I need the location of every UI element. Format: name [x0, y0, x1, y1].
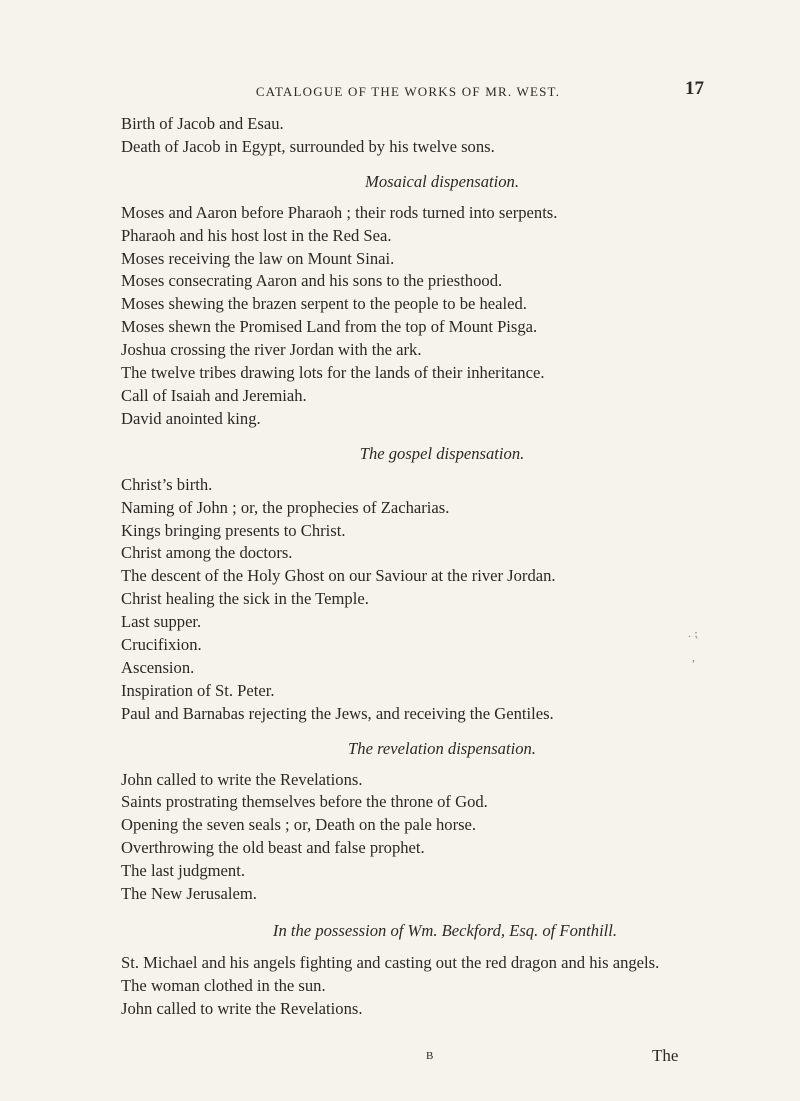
- catalogue-entry: Moses consecrating Aaron and his sons to the priesthood.: [121, 271, 503, 291]
- catalogue-entry: The New Jerusalem.: [121, 884, 257, 904]
- catalogue-entry: John called to write the Revelations.: [121, 998, 363, 1018]
- catalogue-entry: Call of Isaiah and Jeremiah.: [121, 385, 307, 405]
- catalogue-entry: John called to write the Revelations.: [121, 769, 363, 789]
- page-number: 17: [685, 78, 704, 99]
- catalogue-entry: Christ healing the sick in the Temple.: [121, 589, 369, 609]
- catalogue-entry: Saints prostrating themselves before the throne of God.: [121, 792, 488, 812]
- catalogue-entry: Death of Jacob in Egypt, surrounded by his twelve sons.: [121, 136, 495, 156]
- section-heading: The gospel dispensation.: [359, 443, 525, 463]
- catchword: The: [652, 1046, 679, 1065]
- catalogue-entry: Kings bringing presents to Christ.: [121, 520, 346, 540]
- catalogue-entry: Overthrowing the old beast and false prophet.: [121, 838, 425, 858]
- catalogue-entry: Opening the seven seals ; or, Death on the pale horse.: [121, 815, 477, 835]
- catalogue-entry: Inspiration of St. Peter.: [121, 680, 275, 700]
- signature-mark: B: [426, 1050, 435, 1062]
- catalogue-entry: St. Michael and his angels fighting and casting out the red dragon and his angels.: [121, 952, 660, 972]
- section-heading: The revelation dispensation.: [348, 738, 536, 758]
- catalogue-entry: Birth of Jacob and Esau.: [121, 114, 284, 133]
- catalogue-entry: Joshua crossing the river Jordan with the ark.: [121, 340, 422, 360]
- section-gospel: [121, 443, 721, 726]
- section-heading: In the possession of Wm. Beckford, Esq. of Fonthill.: [272, 921, 618, 940]
- catalogue-entry: Moses and Aaron before Pharaoh ; their rods turned into serpents.: [121, 202, 558, 222]
- catalogue-entry: The twelve tribes drawing lots for the lands of their inheritance.: [121, 363, 545, 383]
- intro-lines: [121, 113, 721, 159]
- catalogue-entry: Naming of John ; or, the prophecies of Zacharias.: [121, 497, 450, 517]
- catalogue-entry: The woman clothed in the sun.: [121, 975, 326, 995]
- section-revelation: [121, 738, 721, 906]
- catalogue-entry: Paul and Barnabas rejecting the Jews, and receiving the Gentiles.: [121, 703, 554, 723]
- catalogue-entry: Christ among the doctors.: [121, 543, 293, 563]
- margin-speck: . ⁏: [688, 626, 699, 640]
- running-title: CATALOGUE OF THE WORKS OF MR. WEST.: [255, 84, 561, 99]
- catalogue-entry: Moses shewn the Promised Land from the top of Mount Pisga.: [121, 317, 538, 337]
- catalogue-entry: Pharaoh and his host lost in the Red Sea.: [121, 225, 392, 245]
- margin-speck: ,: [692, 650, 695, 664]
- section-mosaical: [121, 171, 721, 431]
- catalogue-entry: Crucifixion.: [121, 635, 202, 655]
- catalogue-entry: Christ’s birth.: [121, 474, 213, 494]
- section-heading: Mosaical dispensation.: [365, 171, 519, 191]
- catalogue-entry: The descent of the Holy Ghost on our Saviour at the river Jordan.: [121, 566, 556, 586]
- catalogue-entry: Last supper.: [121, 612, 202, 632]
- catalogue-entry: Moses shewing the brazen serpent to the people to be healed.: [121, 294, 527, 314]
- running-header: [0, 84, 800, 100]
- catalogue-entry: The last judgment.: [121, 861, 245, 881]
- catalogue-entry: Ascension.: [121, 657, 195, 677]
- catalogue-entry: Moses receiving the law on Mount Sinai.: [121, 248, 395, 268]
- section-beckford: [121, 920, 721, 1021]
- catalogue-entry: David anointed king.: [121, 408, 261, 428]
- catalogue-text: [121, 113, 721, 1021]
